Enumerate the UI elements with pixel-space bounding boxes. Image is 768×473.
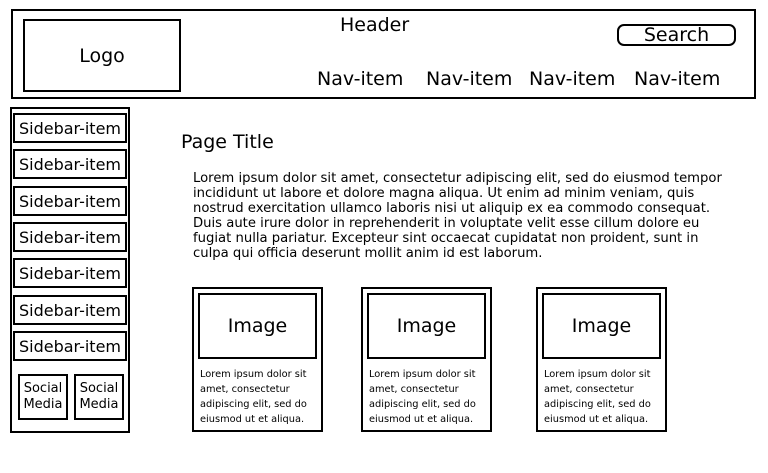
nav-item-2[interactable]: Nav-item <box>426 68 513 90</box>
social-line-1: Social <box>23 381 63 396</box>
sidebar-item-label: Sidebar-item <box>18 263 122 283</box>
content-card-1 <box>192 287 323 432</box>
card-text: Lorem ipsum dolor sit amet, consectetur adipiscing elit, sed do eiusmod ut et aliqua. <box>200 369 307 425</box>
sidebar-item-5[interactable] <box>13 258 127 288</box>
card-image <box>367 293 486 359</box>
sidebar-item-label: Sidebar-item <box>18 336 122 356</box>
header-label: Header <box>340 14 410 36</box>
card-image <box>542 293 661 359</box>
card-image-label: Image <box>571 315 632 337</box>
intro-paragraph: Lorem ipsum dolor sit amet, consectetur adipiscing elit, sed do eiusmod tempor incididunt ut labore et dolore magna aliqua. Ut enim ad minim veniam, quis nostrud exercitation ullamco laboris nisi ut aliquip ex ea commodo consequat. Duis aute irure dolor in reprehenderit in voluptate velit esse cillum dolore eu fugiat nulla pariatur. Excepteur sint occaecat cupidatat non proident, sunt in culpa qui officia deserunt mollit anim id est laborum. <box>193 171 722 261</box>
sidebar-item-7[interactable] <box>13 331 127 361</box>
sidebar-item-1[interactable] <box>13 113 127 143</box>
sidebar-item-4[interactable] <box>13 222 127 252</box>
content-card-2 <box>361 287 492 432</box>
social-media-1[interactable] <box>18 374 68 420</box>
card-image <box>198 293 317 359</box>
nav-item-3[interactable]: Nav-item <box>529 68 616 90</box>
card-text: Lorem ipsum dolor sit amet, consectetur adipiscing elit, sed do eiusmod ut et aliqua. <box>369 369 476 425</box>
search-box[interactable] <box>617 24 736 46</box>
nav-item-4[interactable]: Nav-item <box>634 68 721 90</box>
search-label: Search <box>643 24 710 46</box>
social-line-2: Media <box>79 397 119 412</box>
sidebar-item-2[interactable] <box>13 149 127 179</box>
card-image-label: Image <box>227 315 288 337</box>
nav-item-1[interactable]: Nav-item <box>317 68 404 90</box>
sidebar-item-label: Sidebar-item <box>18 118 122 138</box>
sidebar-item-label: Sidebar-item <box>18 191 122 211</box>
sidebar-item-3[interactable] <box>13 186 127 216</box>
logo[interactable] <box>23 19 181 92</box>
content-card-3 <box>536 287 667 432</box>
social-line-2: Media <box>23 397 63 412</box>
sidebar-item-6[interactable] <box>13 295 127 325</box>
social-line-1: Social <box>79 381 119 396</box>
sidebar-item-label: Sidebar-item <box>18 227 122 247</box>
sidebar-item-label: Sidebar-item <box>18 154 122 174</box>
logo-label: Logo <box>79 44 125 67</box>
card-text: Lorem ipsum dolor sit amet, consectetur adipiscing elit, sed do eiusmod ut et aliqua. <box>544 369 651 425</box>
card-image-label: Image <box>396 315 457 337</box>
sidebar-item-label: Sidebar-item <box>18 300 122 320</box>
social-media-2[interactable] <box>74 374 124 420</box>
page-title: Page Title <box>181 131 274 153</box>
